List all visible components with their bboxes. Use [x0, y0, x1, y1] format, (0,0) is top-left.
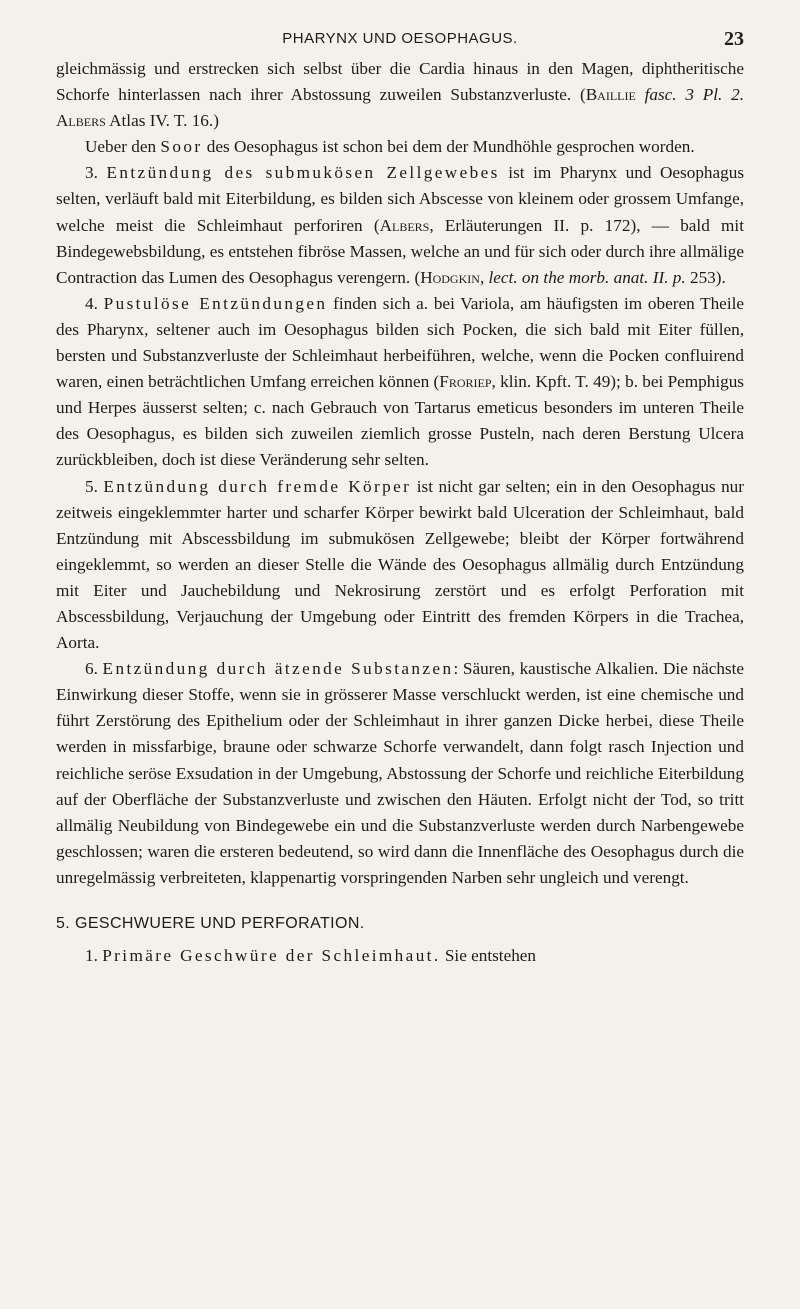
item-number: 3.: [85, 163, 107, 183]
author-name: Albers: [56, 111, 106, 131]
paragraph-4: [56, 291, 744, 474]
item-number: 1.: [85, 946, 103, 966]
text-run: Sie entstehen: [440, 946, 537, 966]
text-run: ist nicht gar selten; ein in den Oesophagus nur zeitweis eingeklemmter harter und scharfer Körper bewirkt bald Ulceration der Schleimhaut, bald Entzündung mit Abscessbildung im submukösen Zellgewebe; bleibt der Körper fortwährend eingeklemmt, so werden an dieser Stelle die Wände des Oesophagus allmälig durch Entzündung mit Eiter und Jauchebildung und Nekrosirung zerstört und es erfolgt Perforation mit Abscessbildung, Verjauchung der Umgebung oder Eintritt des fremden Körpers in die Trachea, Aorta.: [56, 476, 744, 653]
paragraph-section-5-1: [56, 943, 744, 969]
paragraph-soor: [56, 134, 744, 160]
text-run: Ueber den: [85, 137, 161, 157]
text-run: [636, 85, 645, 104]
page-body: [56, 56, 744, 969]
emphasized-term: Entzündung durch fremde Körper: [103, 476, 412, 496]
author-name: Baillie: [585, 85, 636, 105]
text-run: gleichmässig und erstrecken sich selbst über die Cardia hinaus in den Magen, diphtheritische Schorfe hinterlassen nach ihrer Abstossung zuweilen Substanzverluste. (: [56, 59, 744, 105]
citation-title: fasc. 3 Pl. 2.: [644, 85, 744, 105]
emphasized-term: Entzündung durch ätzende Substanzen: [102, 659, 454, 679]
running-head: PHARYNX UND OESOPHAGUS.: [282, 30, 518, 47]
item-number: 5.: [85, 476, 104, 496]
section-title: 5. GESCHWUERE UND PERFORATION.: [56, 915, 365, 932]
author-name: Hodgkin: [420, 267, 480, 287]
author-name: Albers: [379, 215, 430, 235]
paragraph-continuation: [56, 56, 744, 134]
paragraph-3: [56, 160, 744, 290]
page-number: 23: [724, 28, 744, 50]
emphasized-term: Entzündung des submukösen Zellgewebes: [106, 163, 500, 183]
emphasized-term: Soor: [160, 137, 203, 157]
paragraph-5: [56, 474, 744, 657]
text-run: ,: [479, 267, 489, 287]
citation-title: lect. on the morb. anat. II. p.: [488, 267, 686, 287]
item-number: 6.: [85, 659, 103, 679]
page-header: [0, 28, 800, 54]
text-run: finden sich a. bei Variola, am häufigsten im oberen Theile des Pharynx, seltener auch im Oesophagus bilden sich Pocken, die sich bald mit Eiter füllen, bersten und Substanzverluste der Schleimhaut herbeiführen, welche, wenn die Pocken confluirend waren, einen beträchtlichen Umfang erreichen können (: [56, 293, 744, 392]
author-name: Froriep: [439, 372, 492, 392]
text-run: des Oesophagus ist schon bei dem der Mundhöhle gesprochen worden.: [202, 137, 695, 157]
text-run: ist im Pharynx und Oesophagus selten, verläuft bald mit Eiterbildung, es bilden sich Abscesse von kleinem oder grossem Umfange, welche meist die Schleimhaut perforiren (: [56, 163, 745, 235]
emphasized-term: Primäre Geschwüre der Schleimhaut.: [102, 946, 441, 966]
text-run: 253).: [685, 267, 726, 287]
paragraph-6: [56, 656, 744, 891]
text-run: , Erläuterungen II. p. 172), — bald mit Bindegewebsbildung, es entstehen fibröse Massen, welche an und für sich oder durch ihre allmälige Contraction das Lumen des Oesophagus verengern. (: [56, 215, 744, 287]
item-number: 4.: [85, 293, 104, 313]
text-run: : Säuren, kaustische Alkalien. Die nächste Einwirkung dieser Stoffe, wenn sie in grösserer Masse verschluckt werden, ist eine chemische und führt Zerstörung des Epithelium oder der Schleimhaut in ihrer ganzen Dicke herbei, diese Theile werden in missfarbige, braune oder schwarze Schorfe verwandelt, dann folgt rasch Injection und reichliche seröse Exsudation in der Umgebung, Abstossung der Schorfe und reichliche Eiterbildung auf der Oberfläche der Substanzverluste und zwischen den Häuten. Erfolgt nicht der Tod, so tritt allmälig Neubildung von Bindegewebe ein und die Substanzverluste werden durch Narbengewebe geschlossen; waren die ersteren bedeutend, so wird dann die Innenfläche des Oesophagus durch die unregelmässig verbreiteten, klappenartig vorspringenden Narben sehr ungleich und verengt.: [56, 659, 745, 887]
emphasized-term: Pustulöse Entzündungen: [103, 293, 328, 313]
text-run: , klin. Kpft. T. 49); b. bei Pemphigus und Herpes äusserst selten; c. nach Gebrauch von Tartarus emeticus besonders im unteren Theile des Oesophagus, es bilden sich zuweilen ziemlich grosse Pusteln, nach deren Berstung Ulcera zurückbleiben, doch ist diese Veränderung sehr selten.: [56, 372, 744, 470]
text-run: Atlas IV. T. 16.): [105, 111, 219, 131]
